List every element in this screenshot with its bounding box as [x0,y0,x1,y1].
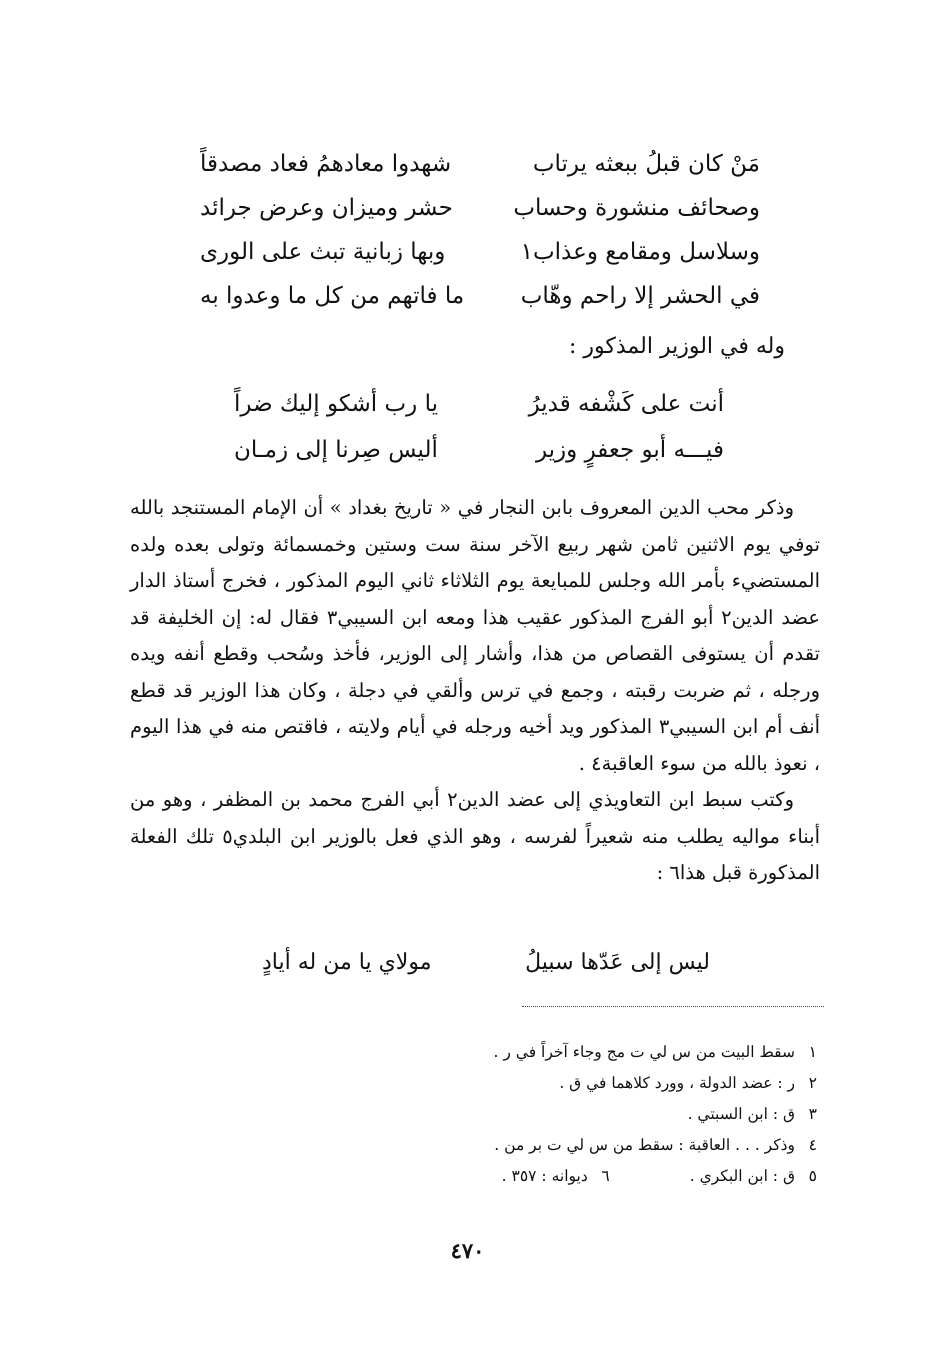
prose-paragraph: وذكر محب الدين المعروف بابن النجار في « تاريخ بغداد » أن الإمام المستنجد بالله توفي يوم الاثنين ثامن شهر ربيع الآخر سنة ست وستين وخمسمائة وتولى بعده ولده المستضيء بأمر الله وجلس للمبايعة يوم الثلاثاء ثاني اليوم المذكور ، فخرج أستاذ الدار عضد الدين٢ أبو الفرج المذكور عقيب هذا ومعه ابن السيبي٣ فقال له: إن الخليفة قد تقدم أن يستوفى القصاص من هذا، وأشار إلى الوزير، فأخذ وسُحب وقطع أنفه ويده ورجله ، ثم ضربت رقبته ، وجمع في ترس وألقي في دجلة ، وكان هذا الوزير قد قطع أنف أم ابن السيبي٣ المذكور ويد أخيه ورجله في أيام ولايته ، فاقتص منه في هذا اليوم ، نعوذ بالله من سوء العاقبة٤ . [130,496,820,775]
verse-second-hemistich: في الحشر إلا راحم وهّاب [520,283,760,309]
footnote-text: ق : ابن البكري . [689,1166,795,1185]
verse-second-hemistich: أنت على كَشْفه قديرُ [528,391,724,417]
verse-first-hemistich: حشر وميزان وعرض جرائد [200,195,453,221]
poem-verse [234,427,724,473]
footnote-divider [522,1006,824,1007]
footnote [217,1129,817,1160]
verse-second-hemistich: مَنْ كان قبلُ ببعثه يرتاب [532,151,760,177]
footnote-text: ر : عضد الدولة ، وورد كلاهما في ق . [559,1073,795,1092]
footnotes [217,1036,817,1191]
poem-verse [200,142,760,186]
verse-first-hemistich: ما فاتهم من كل ما وعدوا به [200,283,465,309]
poem-verse [200,274,760,318]
footnote-number: ٢ [808,1073,817,1092]
verse-second-hemistich: وسلاسل ومقامع وعذاب١ [520,239,760,265]
poem-intro-line: وله في الوزير المذكور : [569,334,785,359]
verse-second-hemistich: ليس إلى عَدّها سبيلُ [525,949,710,975]
verse-first-hemistich: مولاي يا من له أيادٍ [262,949,432,975]
final-verse [262,940,710,984]
footnote-number: ٤ [808,1135,817,1154]
footnote [217,1160,817,1191]
page-number: ٤٧٠ [450,1238,485,1263]
poem-block-2 [234,381,724,473]
verse-second-hemistich: فيـــه أبو جعفرٍ وزير [535,437,724,463]
footnote-number: ٣ [808,1104,817,1123]
verse-second-hemistich: وصحائف منشورة وحساب [513,195,760,221]
footnote-text: وذكر . . . العاقبة : سقط من س لي ت بر من . [494,1135,795,1154]
footnote [217,1036,817,1067]
poem-verse [200,230,760,274]
prose-body [130,490,820,892]
poem-block-1 [200,142,760,318]
footnote-text: سقط البيت من س لي ت مج وجاء آخراً في ر . [493,1042,795,1061]
footnote [217,1098,817,1129]
footnote [217,1067,817,1098]
footnote-number: ٥ [808,1166,817,1185]
footnote-text: ديوانه : ٣٥٧ . [501,1166,588,1185]
verse-first-hemistich: شهدوا معادهمُ فعاد مصدقاً [200,151,452,177]
footnote-number: ١ [808,1042,817,1061]
poem-verse [234,381,724,427]
footnote-text: ق : ابن السبتي . [687,1104,795,1123]
verse-first-hemistich: أليس صِرنا إلى زمـان [234,437,438,463]
verse-first-hemistich: يا رب أشكو إليك ضراً [234,391,438,417]
verse-first-hemistich: وبها زبانية تبث على الورى [200,239,446,265]
poem-verse [200,186,760,230]
footnote-number: ٦ [601,1166,610,1185]
prose-paragraph: وكتب سبط ابن التعاويذي إلى عضد الدين٢ أبي الفرج محمد بن المظفر ، وهو من أبناء مواليه يطلب منه شعيراً لفرسه ، وهو الذي فعل بالوزير ابن البلدي٥ تلك الفعلة المذكورة قبل هذا٦ : [130,788,820,884]
